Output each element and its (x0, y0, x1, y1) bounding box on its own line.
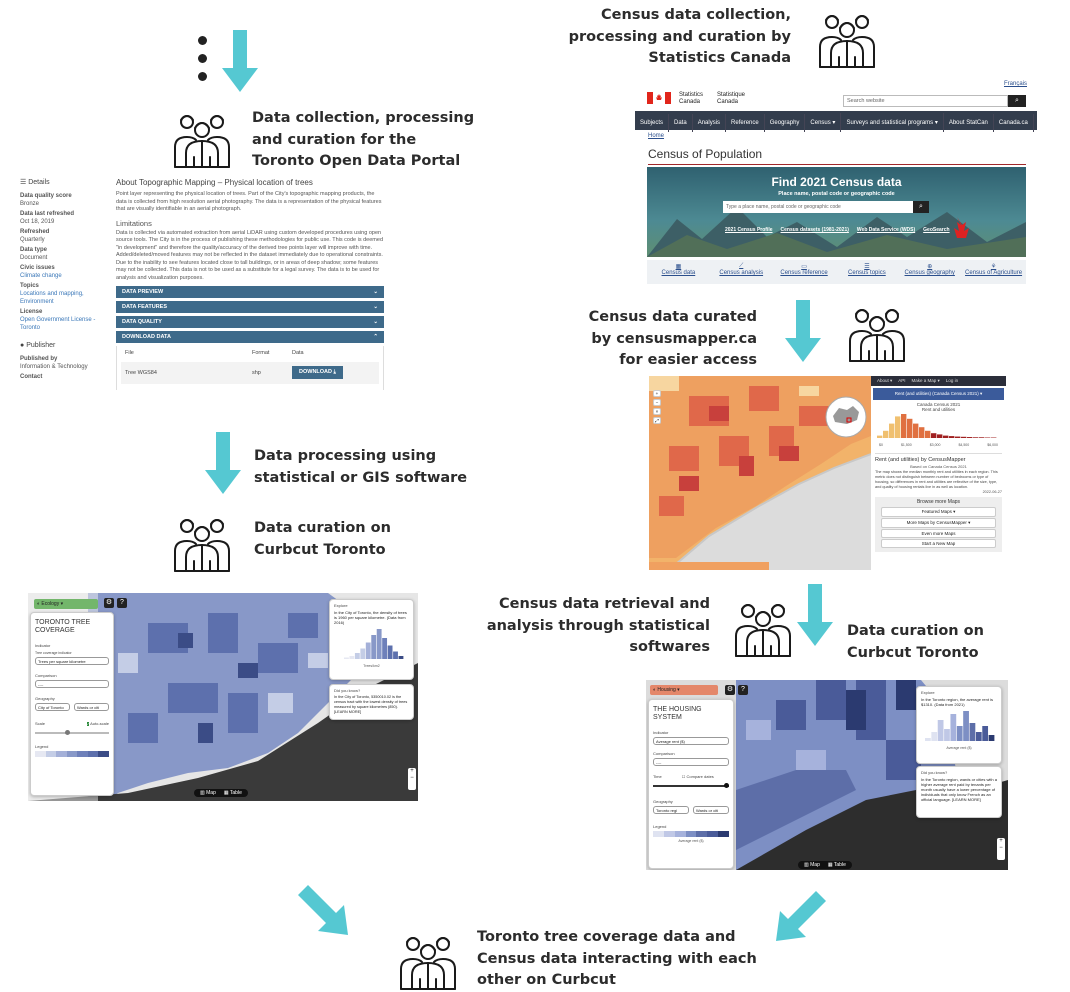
module-selector[interactable]: ◐ Ecology ▾ (34, 599, 98, 609)
indicator-select[interactable]: Average rent ($) (653, 737, 729, 745)
histogram-bar (925, 738, 931, 741)
zoom-out-button[interactable]: − (410, 775, 414, 781)
geography-level-select[interactable]: Wards or citi (693, 806, 729, 814)
book-icon: ▭ (801, 264, 807, 270)
censusmapper-screenshot: + − × ⤢ About ▾ API Make a Map ▾ Log in Rent (and utilities) (Canada Census 2021) ▾ Canada Census 2021 Rent and utilities $0 $1,500 $3,000 $4,500 $6,000 Rent (and utilities) by CensusMapper Based on Canada Census 2021 The map shows the median monthly rent and utilities in each region. This metric does not distinguish between number of bedrooms or type of housing, so differences in rent and utilities are reflective of the size, type, and quality of housing rentals live in as well as location. 2022-06-27 Browse more Maps Featured Maps ▾ More Maps by CensusMapper ▾ Even more Maps Start a New Map (649, 376, 1006, 570)
people-group-icon (847, 303, 907, 363)
housing-explore-panel: Explore In the Toronto region, the average rent is $1310. (Data from 2021) Average rent ($) (916, 686, 1002, 764)
new-map-button[interactable]: Start a New Map (881, 539, 996, 548)
close-icon[interactable]: × (653, 408, 661, 415)
histogram-bar (967, 437, 972, 438)
census-search-button[interactable]: ⌕ (913, 201, 929, 213)
histogram-bar (944, 729, 950, 741)
comparison-select[interactable]: ---- (35, 680, 109, 688)
cm-menu-item[interactable]: API (898, 378, 906, 383)
histogram-bar (382, 638, 387, 659)
license-link[interactable]: Open Government License - Toronto (20, 317, 96, 331)
histogram-bar (976, 732, 982, 741)
caption-final: Toronto tree coverage data and Census data interacting with each other on Curbcut (477, 929, 757, 988)
curbcut-housing-screenshot (646, 680, 1008, 870)
census-agriculture-link[interactable]: ⚘ Census of Agriculture (963, 263, 1025, 276)
section-data-features[interactable]: DATA FEATURES ⌄ (116, 301, 384, 313)
gear-icon[interactable]: ⚙ (726, 686, 734, 693)
census-banner: Find 2021 Census data Place name, postal code or geographic code Type a place name, postal code or geographic code ⌕ 2021 Census Profile Census datasets (1981-2021) Web Data Service (WDS) GeoSearch (647, 167, 1026, 257)
caption-gis: Data processing using statistical or GIS software (254, 448, 468, 486)
person-icon: ● (20, 342, 27, 349)
globe-icon: ⊕ (927, 264, 933, 270)
nav-item[interactable]: About StatCan (944, 114, 994, 132)
help-icon[interactable]: ? (117, 598, 127, 608)
nav-item[interactable]: Analysis (693, 114, 726, 132)
histogram-bar (877, 436, 882, 438)
tree-histogram (344, 629, 404, 659)
arrow-down-icon (203, 432, 243, 494)
histogram-bar (399, 656, 404, 659)
histogram-bar (938, 720, 944, 741)
canada-inset-map (825, 396, 867, 438)
cm-histogram (877, 414, 997, 438)
module-selector[interactable]: ◐ Housing ▾ (650, 685, 718, 695)
histogram-bar (344, 658, 349, 660)
geography-select[interactable]: City of Toronto (35, 703, 70, 711)
scale-slider[interactable] (35, 732, 109, 734)
arrow-down-icon (220, 30, 260, 92)
list-icon: ☰ (864, 264, 870, 270)
histogram-bar (979, 437, 984, 438)
census-topics-link[interactable]: ☰ Census topics (837, 263, 897, 276)
cm-variable-selector[interactable]: Rent (and utilities) (Canada Census 2021) ▾ (873, 388, 1004, 400)
arrow-down-icon (795, 584, 835, 646)
people-group-icon (817, 9, 877, 69)
plant-icon: ⚘ (990, 264, 997, 270)
census-search-input[interactable]: Type a place name, postal code or geographic code (723, 201, 913, 213)
table-tab[interactable]: ▦ Table (827, 862, 846, 868)
histogram-bar (901, 414, 906, 438)
histogram-bar (393, 652, 398, 660)
people-group-icon (172, 513, 232, 573)
map-tab[interactable]: ▥ Map (200, 790, 216, 796)
time-slider[interactable] (653, 785, 729, 787)
geography-select[interactable]: Toronto regi (653, 806, 689, 814)
caption-censusmapper: Census data curated by censusmapper.ca for easier access (588, 309, 757, 368)
caption-curbcut-right: Data curation on Curbcut Toronto (847, 623, 984, 661)
fullscreen-icon[interactable]: ⤢ (653, 417, 661, 424)
tree-left-panel: TORONTO TREE COVERAGE Indicator Tree coverage indicator Trees per square kilometre Comparison ---- Geography City of Toronto Wards or citi Scale ✓ Auto-scale Legend (30, 612, 114, 796)
histogram-bar (889, 424, 894, 438)
tree-dyk-panel: Did you know? In the City of Toronto, 5350010.02 is the census tract with the lowest density of trees measured by square kilometres (850). [LEARN MORE] (329, 684, 414, 720)
histogram-bar (989, 735, 995, 741)
home-link[interactable]: Home (648, 133, 665, 139)
indicator-select[interactable]: Trees per square kilometre (35, 657, 109, 665)
topics-link[interactable]: Locations and mapping, Environment (20, 291, 84, 305)
gear-icon[interactable]: ⚙ (105, 599, 113, 606)
cm-menu-item[interactable]: About ▾ (877, 378, 893, 383)
housing-dyk-panel: Did you know? In the Toronto region, wards or cities with a higher average rent paid by tenants per month usually have a lower percentage of individuals that only know French as an official language. [LEARN MORE] (916, 766, 1002, 818)
nav-item[interactable]: Geography (765, 114, 806, 132)
caption-curbcut-left: Data curation on Curbcut Toronto (254, 520, 391, 558)
histogram-bar (355, 653, 360, 659)
zoom-out-button[interactable]: − (653, 399, 661, 406)
banner-link[interactable]: Web Data Service (WDS) (856, 227, 916, 233)
nav-item[interactable]: Surveys and statistical programs ▾ (841, 113, 943, 132)
zoom-in-button[interactable]: + (410, 768, 414, 774)
statcan-search-button[interactable]: ⌕ (1008, 95, 1026, 107)
more-maps-button[interactable]: More Maps by CensusMapper ▾ (881, 518, 996, 528)
download-button[interactable]: DOWNLOAD ⤓ (292, 366, 343, 379)
cm-menu-item[interactable]: Log in (945, 378, 959, 383)
census-reference-link[interactable]: ▭ Census reference (774, 263, 834, 276)
featured-maps-button[interactable]: Featured Maps ▾ (881, 507, 996, 517)
histogram-bar (961, 437, 966, 438)
caption-retrieval: Census data retrieval and analysis through statistical softwares (486, 596, 710, 655)
statcan-nav (635, 111, 1037, 130)
continuation-dots (198, 36, 207, 90)
housing-histogram (925, 711, 995, 741)
histogram-bar (937, 434, 942, 438)
nav-item[interactable]: Subjects (635, 114, 669, 132)
tree-explore-panel: Explore In the City of Toronto, the density of trees is 1960 per square kilometre. (Data from 2016) Trees/km2 (329, 599, 414, 680)
nav-item[interactable]: Census ▾ (805, 113, 841, 132)
histogram-bar (957, 726, 963, 741)
histogram-bar (349, 656, 354, 659)
nav-item[interactable]: Canada.ca (994, 114, 1034, 132)
help-icon[interactable]: ? (738, 685, 748, 695)
histogram-bar (963, 711, 969, 741)
histogram-bar (913, 424, 918, 438)
banner-link[interactable]: Census datasets (1981-2021) (780, 227, 849, 233)
arrow-diagonal-down-right-icon (296, 883, 352, 939)
histogram-bar (377, 629, 382, 659)
curbcut-tree-screenshot (28, 593, 418, 801)
banner-link[interactable]: GeoSearch (923, 227, 950, 233)
histogram-bar (931, 732, 937, 741)
housing-left-panel: THE HOUSING SYSTEM Indicator Average rent ($) Comparison ---- Time ☐ Compare dates Geography Toronto regi Wards or citi Legend Average rent ($) (648, 699, 734, 869)
caption-statcan: Census data collection, processing and curation by Statistics Canada (568, 7, 791, 66)
histogram-bar (943, 436, 948, 438)
tree-legend (35, 751, 109, 757)
histogram-bar (982, 726, 988, 741)
housing-legend (653, 831, 729, 837)
comparison-select[interactable]: ---- (653, 758, 729, 766)
table-tab[interactable]: ▦ Table (223, 790, 242, 796)
histogram-bar (970, 723, 976, 741)
statcan-screenshot: Français Statistics Canada Statistique Canada Search website ⌕ Subjects Data Analysis Reference Geography Census ▾ Surveys and statistical programs ▾ About StatCan Canada.ca Home Census of Population Find 2021 Census data Place name, postal code or geographic code Type a place name, postal code or geographic code ⌕ 2021 Census Profile Census datasets (1981-2021) Web Data Service (WDS) GeoSearch ▦ Census data ⟋ Census analysis ▭ Census reference ☰ Census topics ⊕ Census geography ⚘ Census of Agriculture (635, 80, 1037, 286)
histogram-bar (371, 635, 376, 659)
nav-item[interactable]: Reference (726, 114, 765, 132)
geography-level-select[interactable]: Wards or citi (74, 703, 109, 711)
zoom-in-button[interactable]: + (999, 838, 1003, 844)
histogram-bar (907, 419, 912, 438)
histogram-bar (955, 437, 960, 438)
toronto-portal-screenshot: ☰ Details Data quality score Bronze Data last refreshed Oct 18, 2019 Refreshed Quarterly Data type Document Civic issues Climate change Topics Locations and mapping, Environment License Open Government License - Toronto ● Publisher Published by Information & Technology Contact About Topographic Mapping – Physical location of trees Point layer representing the physical location of trees. Part of the City's topographic mapping products, the data is collected from high resolution aerial photography. The data is a representation of the physical features that are visually identifiable in an aerial photograph. Limitations Data is collected via automated extraction from aerial LiDAR using custom developed procedures using open source tools. The City is in the process of publishing these methodologies for public use. This code is deemed "in development" and therefore the quality/accuracy of the derived tree points layer will improve with time. Added/deleted/moved features may not be reflected in the dataset immediately due to operational constraints. Due to the inability to see features located close to tall buildings, or in areas of deep shadow; some features may not be collected. This data is not to be used as a substitute for a legal survey. The data is to be used for analysis and visualization purposes. DATA PREVIEW ⌄ DATA FEATURES ⌄ DATA QUALITY ⌄ DOWNLOAD DATA ⌃ File Format Data Tree WGS84 shp DOWNLOAD ⤓ (18, 172, 388, 390)
people-group-icon (172, 109, 232, 169)
histogram-bar (366, 643, 371, 660)
even-more-maps-button[interactable]: Even more Maps (881, 529, 996, 538)
histogram-bar (925, 431, 930, 438)
about-title: About Topographic Mapping – Physical location of trees (116, 178, 313, 187)
leaf-icon: ◐ (37, 601, 42, 607)
census-analysis-link[interactable]: ⟋ Census analysis (711, 263, 771, 276)
people-group-icon (733, 598, 793, 658)
zoom-in-button[interactable]: + (653, 390, 661, 397)
grid-icon: ▦ (675, 264, 682, 270)
histogram-bar (950, 714, 956, 741)
statcan-page-title: Census of Population (648, 147, 763, 161)
arrow-diagonal-down-left-icon (772, 889, 828, 945)
zoom-out-button[interactable]: − (999, 845, 1003, 851)
caption-toronto-portal: Data collection, processing and curation for the Toronto Open Data Portal (252, 110, 475, 169)
arrow-down-icon (783, 300, 823, 362)
histogram-bar (895, 416, 900, 438)
census-geography-link[interactable]: ⊕ Census geography (900, 263, 960, 276)
section-download-data[interactable]: DOWNLOAD DATA ⌃ (116, 331, 384, 343)
francais-link[interactable]: Français (1003, 81, 1027, 87)
info-icon: ☰ (20, 179, 29, 186)
cm-menu-item[interactable]: Make a Map ▾ (911, 378, 940, 383)
histogram-bar (931, 433, 936, 438)
histogram-bar (883, 431, 888, 438)
banner-link[interactable]: 2021 Census Profile (725, 227, 773, 233)
statcan-search-input[interactable]: Search website (843, 95, 1008, 107)
civic-issue-link[interactable]: Climate change (20, 273, 62, 279)
section-data-preview[interactable]: DATA PREVIEW ⌄ (116, 286, 384, 298)
section-data-quality[interactable]: DATA QUALITY ⌄ (116, 316, 384, 328)
histogram-bar (919, 427, 924, 438)
people-group-icon (398, 931, 458, 991)
histogram-bar (360, 649, 365, 660)
nav-item[interactable]: Data (669, 114, 693, 132)
chart-icon: ⟋ (739, 263, 744, 269)
histogram-bar (973, 437, 978, 438)
histogram-bar (388, 646, 393, 660)
map-tab[interactable]: ▥ Map (804, 862, 820, 868)
house-icon: ◐ (653, 687, 658, 693)
canada-flag-icon (647, 92, 671, 104)
census-data-link[interactable]: ▦ Census data (648, 263, 708, 276)
histogram-bar (949, 436, 954, 438)
